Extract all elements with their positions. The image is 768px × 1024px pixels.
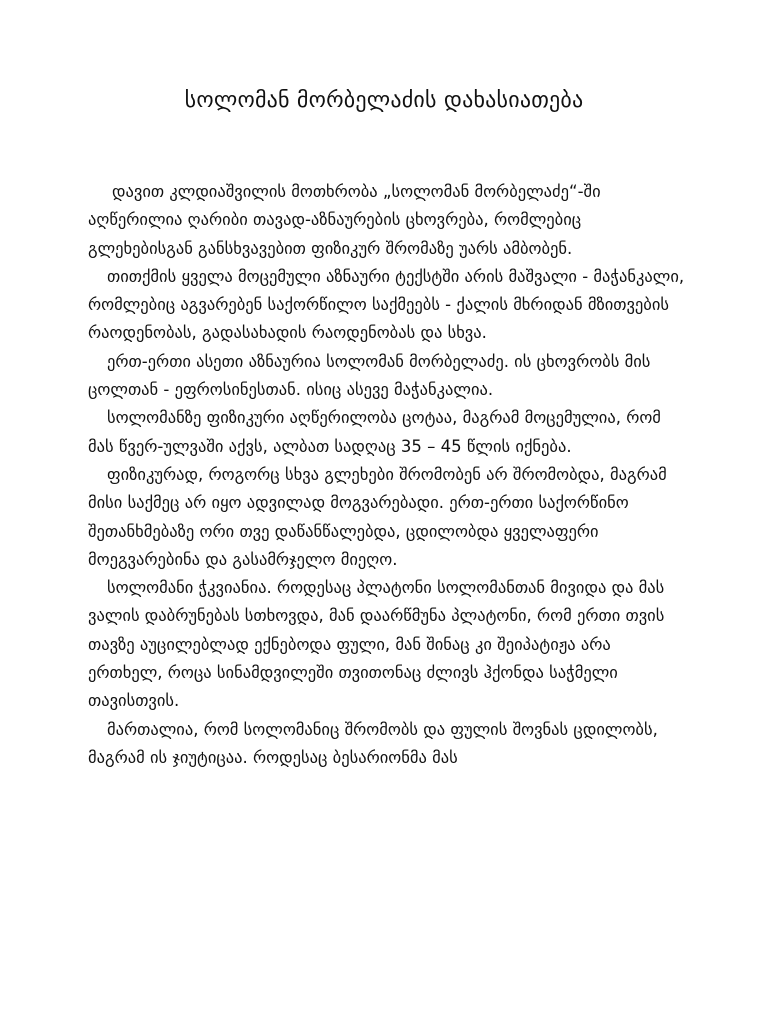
paragraph: დავით კლდიაშვილის მოთხრობა „სოლომან მორბელაძე“-ში აღწერილია ღარიბი თავად-აზნაურების ცხოვრება, რომლებიც გლეხებისგან განსხვავებით ფიზიკურ შრომაზე უარს ამბობენ. <box>88 182 601 258</box>
document-title: სოლომან მორბელაძის დახასიათება <box>184 88 584 113</box>
paragraph: მართალია, რომ სოლომანიც შრომობს და ფულის შოვნას ცდილობს, მაგრამ ის ჯიუტიცაა. როდესაც ბესარიონმა მას <box>88 719 658 767</box>
paragraph: ფიზიკურად, როგორც სხვა გლეხები შრომობენ არ შრომობდა, მაგრამ მისი საქმეც არ იყო ადვილად მოგვარებადი. ერთ-ერთი საქორწინო შეთანხმებაზე ორი თვე დაწანწალებდა, ცდილობდა ყველაფერი მოეგვარებინა და გასამრჯელო მიეღო. <box>88 464 667 569</box>
paragraph: ერთ-ერთი ასეთი აზნაურია სოლომან მორბელაძე. ის ცხოვრობს მის ცოლთან - ეფროსინესთან. ისიც ასევე მაჭანკალია. <box>88 351 651 400</box>
document-body <box>88 178 688 772</box>
paragraph: სოლომანზე ფიზიკური აღწერილობა ცოტაა, მაგრამ მოცემულია, რომ მას წვერ-ულვაში აქვს, ალბათ სადღაც 35 – 45 წლის იქნება. <box>88 408 661 456</box>
paragraph: სოლომანი ჭკვიანია. როდესაც პლატონი სოლომანთან მივიდა და მას ვალის დაბრუნებას სთხოვდა, მან დაარწმუნა პლატონი, რომ ერთი თვის თავზე აუცილებლად ექნებოდა ფული, მან შინაც კი შეიპატიჟა არა ერთხელ, როცა სინამდვილეში თვითონაც ძლივს ჰქონდა საჭმელი თავისთვის. <box>88 578 665 711</box>
paragraph: თითქმის ყველა მოცემული აზნაური ტექსტში არის მაშვალი - მაჭანკალი, რომლებიც აგვარებენ საქორწილო საქმეებს - ქალის მხრიდან მზითვების რაოდენობას, გადასახადის რაოდენობას და სხვა. <box>88 266 685 343</box>
